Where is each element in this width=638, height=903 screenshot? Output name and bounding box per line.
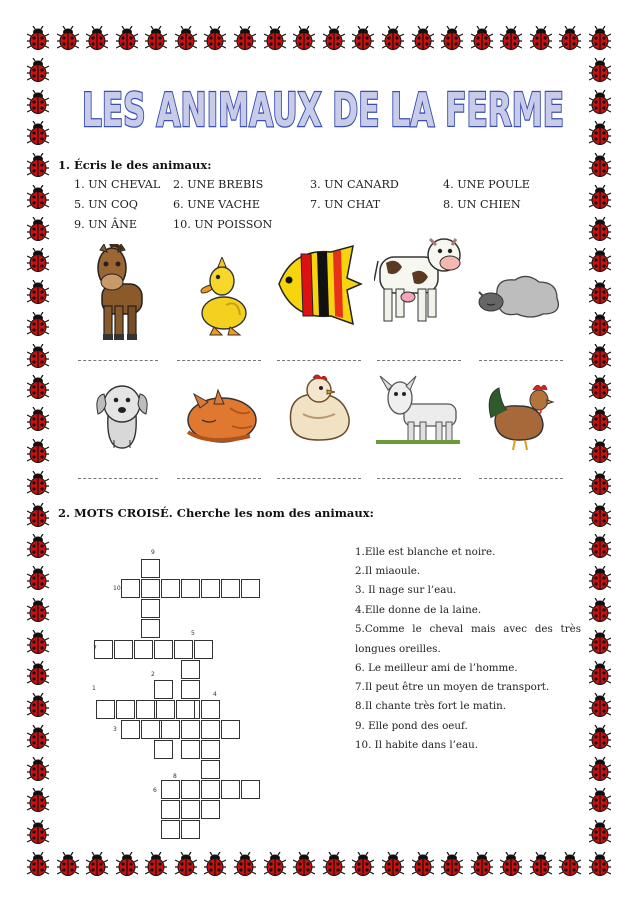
crossword-cell[interactable] bbox=[201, 700, 220, 719]
vocab-item: 9. UN ÂNE bbox=[74, 218, 138, 231]
crossword-cell[interactable] bbox=[161, 780, 180, 799]
ladybug-icon bbox=[27, 280, 49, 304]
ladybug-icon bbox=[234, 26, 256, 50]
crossword-cell[interactable] bbox=[201, 760, 220, 779]
crossword-cell[interactable] bbox=[141, 599, 160, 618]
ladybug-icon bbox=[293, 852, 315, 876]
crossword-cell[interactable] bbox=[201, 720, 220, 739]
vocab-item: 6. UNE VACHE bbox=[173, 198, 261, 211]
ladybug-icon bbox=[57, 852, 79, 876]
ladybug-icon bbox=[145, 26, 167, 50]
ladybug-icon bbox=[589, 820, 611, 844]
ladybug-icon bbox=[382, 26, 404, 50]
answer-line[interactable] bbox=[277, 360, 361, 361]
crossword-cell[interactable] bbox=[161, 800, 180, 819]
ladybug-icon bbox=[530, 26, 552, 50]
crossword-cell[interactable] bbox=[141, 619, 160, 638]
clue-item: 6. Le meilleur ami de l’homme. bbox=[355, 662, 518, 674]
ladybug-icon bbox=[589, 185, 611, 209]
answer-line[interactable] bbox=[377, 360, 461, 361]
ladybug-icon bbox=[412, 26, 434, 50]
ladybug-icon bbox=[116, 26, 138, 50]
ladybug-icon bbox=[175, 26, 197, 50]
crossword-cell[interactable] bbox=[121, 579, 140, 598]
crossword-cell[interactable] bbox=[134, 640, 153, 659]
crossword-cell[interactable] bbox=[201, 800, 220, 819]
crossword-cell[interactable] bbox=[154, 740, 173, 759]
ladybug-icon bbox=[57, 26, 79, 50]
ladybug-icon bbox=[204, 852, 226, 876]
vocab-item: 7. UN CHAT bbox=[310, 198, 381, 211]
grid-number: 5 bbox=[191, 630, 195, 637]
ladybug-icon bbox=[27, 693, 49, 717]
ladybug-icon bbox=[500, 26, 522, 50]
vocab-item: 5. UN COQ bbox=[74, 198, 138, 211]
grid-number: 8 bbox=[173, 773, 177, 780]
ladybug-icon bbox=[589, 26, 611, 50]
answer-line[interactable] bbox=[377, 478, 461, 479]
crossword-cell[interactable] bbox=[221, 720, 240, 739]
ladybug-icon bbox=[86, 26, 108, 50]
ladybug-icon bbox=[27, 788, 49, 812]
crossword-cell[interactable] bbox=[154, 680, 173, 699]
ladybug-icon bbox=[412, 852, 434, 876]
ladybug-icon bbox=[27, 185, 49, 209]
ladybug-icon bbox=[234, 852, 256, 876]
exercise-2-heading: 2. MOTS CROISÉ. Cherche les nom des animaux: bbox=[58, 506, 374, 520]
clue-item: 8.Il chante très fort le matin. bbox=[355, 700, 507, 712]
vocab-item: 1. UN CHEVAL bbox=[74, 178, 161, 191]
ladybug-icon bbox=[559, 852, 581, 876]
ladybug-icon bbox=[589, 312, 611, 336]
ladybug-icon bbox=[204, 26, 226, 50]
ladybug-icon bbox=[589, 90, 611, 114]
answer-line[interactable] bbox=[78, 360, 158, 361]
ladybug-icon bbox=[116, 852, 138, 876]
ladybug-icon bbox=[293, 26, 315, 50]
clue-item: 1.Elle est blanche et noire. bbox=[355, 546, 496, 558]
crossword-cell[interactable] bbox=[156, 700, 175, 719]
fish-picture bbox=[273, 244, 365, 326]
ladybug-icon bbox=[589, 788, 611, 812]
clue-item: 2.Il miaoule. bbox=[355, 565, 421, 577]
ladybug-icon bbox=[27, 153, 49, 177]
crossword-cell[interactable] bbox=[181, 820, 200, 839]
crossword-cell[interactable] bbox=[241, 579, 260, 598]
crossword-cell[interactable] bbox=[174, 640, 193, 659]
donkey-picture bbox=[374, 374, 462, 446]
ladybug-icon bbox=[352, 852, 374, 876]
crossword-cell[interactable] bbox=[154, 640, 173, 659]
ladybug-icon bbox=[27, 661, 49, 685]
grid-number: 1 bbox=[92, 685, 96, 692]
ladybug-icon bbox=[27, 598, 49, 622]
ladybug-icon bbox=[589, 153, 611, 177]
ladybug-icon bbox=[471, 852, 493, 876]
clue-item: longues oreilles. bbox=[355, 643, 441, 655]
title-text: LES ANIMAUX DE LA FERME bbox=[82, 83, 564, 134]
ladybug-icon bbox=[323, 26, 345, 50]
clue-item: 10. Il habite dans l’eau. bbox=[355, 739, 479, 751]
vocab-item: 4. UNE POULE bbox=[443, 178, 530, 191]
ladybug-icon bbox=[86, 852, 108, 876]
crossword-cell[interactable] bbox=[181, 660, 200, 679]
ladybug-icon bbox=[589, 503, 611, 527]
ladybug-icon bbox=[27, 471, 49, 495]
crossword-cell[interactable] bbox=[141, 579, 160, 598]
crossword-cell[interactable] bbox=[176, 700, 195, 719]
answer-line[interactable] bbox=[479, 360, 563, 361]
ladybug-icon bbox=[589, 852, 611, 876]
worksheet-title bbox=[78, 82, 568, 134]
hen-picture bbox=[283, 374, 355, 444]
grid-number: 6 bbox=[153, 787, 157, 794]
ladybug-icon bbox=[589, 121, 611, 145]
sheep-picture bbox=[477, 274, 563, 320]
ladybug-icon bbox=[589, 344, 611, 368]
vocab-item: 8. UN CHIEN bbox=[443, 198, 521, 211]
crossword-cell[interactable] bbox=[181, 780, 200, 799]
crossword-cell[interactable] bbox=[181, 800, 200, 819]
crossword-cell[interactable] bbox=[181, 579, 200, 598]
ladybug-icon bbox=[471, 26, 493, 50]
crossword-cell[interactable] bbox=[221, 579, 240, 598]
crossword-cell[interactable] bbox=[161, 579, 180, 598]
crossword-cell[interactable] bbox=[141, 559, 160, 578]
crossword-cell[interactable] bbox=[181, 740, 200, 759]
rooster-picture bbox=[485, 384, 555, 452]
ladybug-icon bbox=[27, 566, 49, 590]
ladybug-icon bbox=[264, 26, 286, 50]
horse-picture bbox=[88, 244, 152, 342]
ladybug-icon bbox=[27, 503, 49, 527]
ladybug-icon bbox=[589, 693, 611, 717]
ladybug-icon bbox=[27, 630, 49, 654]
ladybug-icon bbox=[264, 852, 286, 876]
answer-line[interactable] bbox=[177, 478, 261, 479]
cat-picture bbox=[180, 386, 260, 446]
ladybug-icon bbox=[27, 26, 49, 50]
ladybug-icon bbox=[27, 312, 49, 336]
crossword-cell[interactable] bbox=[194, 640, 213, 659]
cow-picture bbox=[374, 233, 466, 325]
ladybug-icon bbox=[589, 757, 611, 781]
ladybug-icon bbox=[589, 58, 611, 82]
ladybug-icon bbox=[27, 407, 49, 431]
crossword-cell[interactable] bbox=[241, 780, 260, 799]
ladybug-icon bbox=[589, 248, 611, 272]
vocab-item: 3. UN CANARD bbox=[310, 178, 399, 191]
clue-item: 5.Comme le cheval mais avec des très bbox=[355, 623, 581, 635]
ladybug-icon bbox=[27, 725, 49, 749]
ladybug-icon bbox=[175, 852, 197, 876]
clue-item: 3. Il nage sur l’eau. bbox=[355, 584, 457, 596]
ladybug-icon bbox=[589, 725, 611, 749]
ladybug-icon bbox=[27, 534, 49, 558]
duck-picture bbox=[196, 257, 248, 337]
ladybug-icon bbox=[27, 217, 49, 241]
ladybug-icon bbox=[530, 852, 552, 876]
crossword-cell[interactable] bbox=[96, 700, 115, 719]
ladybug-icon bbox=[589, 534, 611, 558]
grid-number: 9 bbox=[151, 549, 155, 556]
answer-line[interactable] bbox=[78, 478, 158, 479]
ladybug-icon bbox=[27, 820, 49, 844]
ladybug-icon bbox=[27, 852, 49, 876]
crossword-cell[interactable] bbox=[181, 680, 200, 699]
ladybug-icon bbox=[589, 471, 611, 495]
grid-number: 4 bbox=[213, 691, 217, 698]
ladybug-icon bbox=[27, 375, 49, 399]
ladybug-icon bbox=[441, 852, 463, 876]
grid-number: 7 bbox=[93, 645, 97, 652]
crossword-cell[interactable] bbox=[161, 720, 180, 739]
clue-item: 7.Il peut être un moyen de transport. bbox=[355, 681, 550, 693]
ladybug-icon bbox=[352, 26, 374, 50]
vocab-item: 10. UN POISSON bbox=[173, 218, 273, 231]
ladybug-icon bbox=[589, 280, 611, 304]
ladybug-icon bbox=[589, 439, 611, 463]
crossword-cell[interactable] bbox=[141, 720, 160, 739]
ladybug-icon bbox=[589, 217, 611, 241]
crossword-cell[interactable] bbox=[114, 640, 133, 659]
answer-line[interactable] bbox=[479, 478, 563, 479]
ladybug-icon bbox=[145, 852, 167, 876]
crossword-cell[interactable] bbox=[201, 740, 220, 759]
crossword-cell[interactable] bbox=[121, 720, 140, 739]
ladybug-icon bbox=[27, 121, 49, 145]
grid-number: 2 bbox=[151, 671, 155, 678]
ladybug-icon bbox=[589, 661, 611, 685]
ladybug-icon bbox=[27, 757, 49, 781]
ladybug-icon bbox=[589, 566, 611, 590]
ladybug-icon bbox=[559, 26, 581, 50]
grid-number: 3 bbox=[113, 726, 117, 733]
ladybug-icon bbox=[500, 852, 522, 876]
ladybug-icon bbox=[589, 598, 611, 622]
ladybug-icon bbox=[27, 439, 49, 463]
answer-line[interactable] bbox=[177, 360, 261, 361]
crossword-cell[interactable] bbox=[136, 700, 155, 719]
clue-item: 4.Elle donne de la laine. bbox=[355, 604, 482, 616]
crossword-cell[interactable] bbox=[116, 700, 135, 719]
ladybug-icon bbox=[382, 852, 404, 876]
ladybug-icon bbox=[441, 26, 463, 50]
crossword-cell[interactable] bbox=[181, 720, 200, 739]
crossword-cell[interactable] bbox=[221, 780, 240, 799]
ladybug-icon bbox=[323, 852, 345, 876]
ladybug-icon bbox=[589, 375, 611, 399]
grid-number: 10 bbox=[113, 585, 121, 592]
dog-picture bbox=[92, 382, 152, 450]
ladybug-icon bbox=[27, 90, 49, 114]
ladybug-icon bbox=[27, 344, 49, 368]
vocab-item: 2. UNE BREBIS bbox=[173, 178, 264, 191]
crossword-cell[interactable] bbox=[201, 579, 220, 598]
crossword-cell[interactable] bbox=[201, 780, 220, 799]
crossword-cell[interactable] bbox=[161, 820, 180, 839]
exercise-1-heading: 1. Écris le des animaux: bbox=[58, 158, 212, 172]
ladybug-icon bbox=[589, 630, 611, 654]
ladybug-icon bbox=[589, 407, 611, 431]
ladybug-icon bbox=[27, 58, 49, 82]
ladybug-icon bbox=[27, 248, 49, 272]
clue-item: 9. Elle pond des oeuf. bbox=[355, 720, 468, 732]
answer-line[interactable] bbox=[277, 478, 361, 479]
